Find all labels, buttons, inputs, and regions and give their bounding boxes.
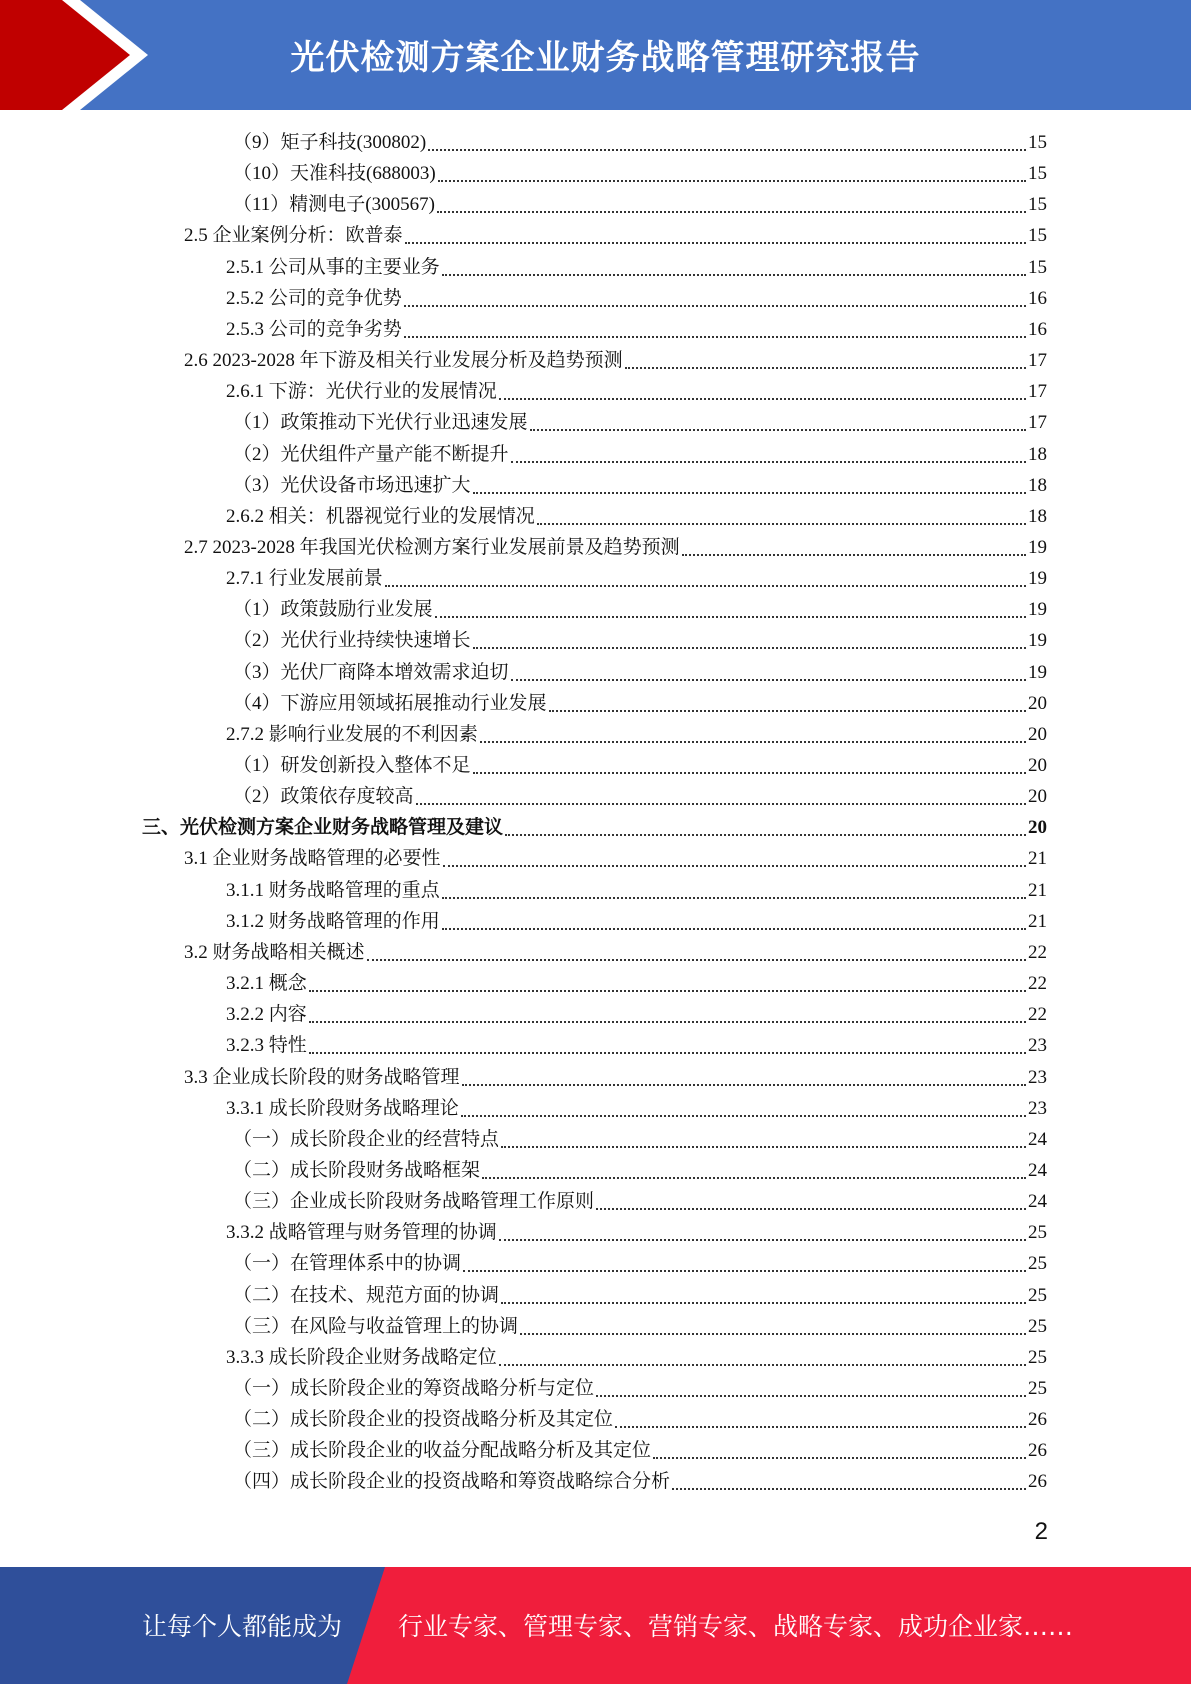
toc-dot-leader (405, 242, 1026, 244)
toc-entry[interactable] (233, 750, 1047, 781)
toc-entry-title: （四）成长阶段企业的投资战略和筹资战略综合分析 (233, 1471, 671, 1492)
toc-dot-leader (537, 523, 1026, 525)
page-number: 2 (1034, 1518, 1048, 1545)
toc-entry[interactable] (226, 1093, 1047, 1124)
toc-entry-title: （二）成长阶段企业的投资战略分析及其定位 (233, 1409, 614, 1430)
toc-entry-page: 20 (1028, 755, 1047, 776)
toc-entry-page: 25 (1028, 1378, 1047, 1399)
toc-entry-page: 23 (1028, 1035, 1047, 1056)
toc-entry-title: 3.2.2 内容 (226, 1004, 307, 1025)
toc-entry-title: （三）企业成长阶段财务战略管理工作原则 (233, 1191, 595, 1212)
toc-entry-page: 19 (1028, 599, 1047, 620)
toc-entry[interactable] (226, 719, 1047, 750)
toc-entry-page: 17 (1028, 412, 1047, 433)
page-footer (0, 1567, 1191, 1684)
toc-entry-title: （1）政策推动下光伏行业迅速发展 (233, 412, 528, 433)
toc-dot-leader (438, 180, 1026, 182)
toc-entry-page: 19 (1028, 662, 1047, 683)
toc-entry-page: 16 (1028, 288, 1047, 309)
toc-entry-title: 3.2.1 概念 (226, 973, 307, 994)
toc-dot-leader (435, 616, 1026, 618)
toc-entry[interactable] (233, 189, 1047, 220)
toc-entry[interactable] (233, 1466, 1047, 1497)
toc-entry-title: （11）精测电子(300567) (233, 194, 435, 215)
toc-dot-leader (463, 1270, 1026, 1272)
toc-entry-page: 25 (1028, 1285, 1047, 1306)
toc-entry-title: （3）光伏设备市场迅速扩大 (233, 475, 471, 496)
toc-entry-title: 2.6 2023-2028 年下游及相关行业发展分析及趋势预测 (184, 350, 623, 371)
toc-entry-page: 21 (1028, 880, 1047, 901)
toc-entry[interactable] (142, 812, 1047, 843)
toc-entry-title: （一）在管理体系中的协调 (233, 1253, 462, 1274)
toc-entry-title: 3.3.2 战略管理与财务管理的协调 (226, 1222, 497, 1243)
toc-entry[interactable] (184, 532, 1047, 563)
toc-entry[interactable] (226, 968, 1047, 999)
toc-entry-title: （10）天准科技(688003) (233, 163, 436, 184)
toc-dot-leader (615, 1426, 1026, 1428)
toc-dot-leader (473, 492, 1026, 494)
toc-entry-page: 20 (1028, 693, 1047, 714)
toc-dot-leader (511, 461, 1026, 463)
toc-entry-page: 24 (1028, 1160, 1047, 1181)
toc-dot-leader (367, 959, 1026, 961)
toc-entry-page: 25 (1028, 1347, 1047, 1368)
toc-entry[interactable] (226, 314, 1047, 345)
footer-slogan-left: 让每个人都能成为 (142, 1612, 343, 1641)
toc-entry[interactable] (233, 657, 1047, 688)
toc-entry-title: 2.6.2 相关：机器视觉行业的发展情况 (226, 506, 535, 527)
toc-entry[interactable] (233, 688, 1047, 719)
toc-entry-page: 19 (1028, 537, 1047, 558)
toc-entry-title: 3.1.2 财务战略管理的作用 (226, 911, 440, 932)
toc-entry-page: 22 (1028, 973, 1047, 994)
toc-entry-title: （2）光伏行业持续快速增长 (233, 630, 471, 651)
toc-entry[interactable] (233, 781, 1047, 812)
toc-entry-title: 2.7.2 影响行业发展的不利因素 (226, 724, 478, 745)
toc-entry-page: 26 (1028, 1471, 1047, 1492)
toc-entry-title: （9）矩子科技(300802) (233, 132, 427, 153)
toc-entry-page: 15 (1028, 194, 1047, 215)
toc-dot-leader (530, 429, 1026, 431)
toc-dot-leader (499, 1239, 1026, 1241)
toc-entry-title: 3.3 企业成长阶段的财务战略管理 (184, 1067, 460, 1088)
toc-entry-page: 21 (1028, 911, 1047, 932)
toc-entry-title: （三）在风险与收益管理上的协调 (233, 1316, 519, 1337)
toc-entry-page: 17 (1028, 381, 1047, 402)
toc-dot-leader (499, 398, 1026, 400)
toc-entry[interactable] (184, 937, 1047, 968)
toc-entry-page: 15 (1028, 257, 1047, 278)
toc-dot-leader (442, 274, 1026, 276)
toc-entry-title: （一）成长阶段企业的经营特点 (233, 1129, 500, 1150)
toc-entry[interactable] (184, 345, 1047, 376)
toc-entry[interactable] (226, 563, 1047, 594)
toc-entry[interactable] (233, 470, 1047, 501)
toc-dot-leader (653, 1457, 1026, 1459)
toc-dot-leader (309, 990, 1026, 992)
toc-dot-leader (672, 1488, 1026, 1490)
toc-entry[interactable] (233, 1280, 1047, 1311)
toc-entry[interactable] (233, 594, 1047, 625)
toc-entry-title: 3.1 企业财务战略管理的必要性 (184, 848, 441, 869)
toc-entry-title: （三）成长阶段企业的收益分配战略分析及其定位 (233, 1440, 652, 1461)
toc-entry-title: （1）研发创新投入整体不足 (233, 755, 471, 776)
toc-entry-page: 25 (1028, 1222, 1047, 1243)
toc-entry-title: 2.7 2023-2028 年我国光伏检测方案行业发展前景及趋势预测 (184, 537, 680, 558)
toc-dot-leader (549, 710, 1026, 712)
toc-entry-page: 15 (1028, 163, 1047, 184)
toc-entry-page: 19 (1028, 630, 1047, 651)
toc-entry[interactable] (233, 1186, 1047, 1217)
toc-entry-title: 三、光伏检测方案企业财务战略管理及建议 (142, 817, 504, 838)
toc-dot-leader (499, 1364, 1026, 1366)
toc-entry-page: 22 (1028, 942, 1047, 963)
toc-dot-leader (625, 367, 1026, 369)
toc-entry-title: （4）下游应用领域拓展推动行业发展 (233, 693, 547, 714)
toc-entry-title: 3.3.1 成长阶段财务战略理论 (226, 1098, 459, 1119)
toc-entry[interactable] (233, 625, 1047, 656)
toc-entry[interactable] (226, 501, 1047, 532)
toc-dot-leader (442, 897, 1026, 899)
toc-entry[interactable] (226, 283, 1047, 314)
toc-entry-title: （2）光伏组件产量产能不断提升 (233, 444, 509, 465)
toc-entry-title: 2.5.1 公司从事的主要业务 (226, 257, 440, 278)
toc-dot-leader (385, 585, 1026, 587)
toc-entry[interactable] (184, 220, 1047, 251)
toc-entry-page: 26 (1028, 1409, 1047, 1430)
toc-entry-page: 25 (1028, 1316, 1047, 1337)
page-header (0, 0, 1191, 110)
toc-dot-leader (462, 1084, 1026, 1086)
toc-entry-title: （二）在技术、规范方面的协调 (233, 1285, 500, 1306)
toc-dot-leader (404, 305, 1026, 307)
toc-entry[interactable] (233, 439, 1047, 470)
toc-entry-title: 2.5.3 公司的竞争劣势 (226, 319, 402, 340)
toc-entry-page: 16 (1028, 319, 1047, 340)
toc-entry[interactable] (226, 1342, 1047, 1373)
toc-entry[interactable] (226, 999, 1047, 1030)
toc-entry-page: 15 (1028, 225, 1047, 246)
toc-entry[interactable] (184, 1062, 1047, 1093)
toc-dot-leader (473, 647, 1026, 649)
toc-dot-leader (482, 1177, 1026, 1179)
toc-entry-title: 3.2.3 特性 (226, 1035, 307, 1056)
toc-entry[interactable] (233, 1373, 1047, 1404)
toc-entry-page: 18 (1028, 506, 1047, 527)
toc-entry-page: 18 (1028, 444, 1047, 465)
toc-entry-title: （1）政策鼓励行业发展 (233, 599, 433, 620)
toc-entry-page: 17 (1028, 350, 1047, 371)
toc-dot-leader (596, 1208, 1026, 1210)
toc-entry-title: 2.5.2 公司的竞争优势 (226, 288, 402, 309)
toc-entry-page: 25 (1028, 1253, 1047, 1274)
toc-dot-leader (443, 865, 1026, 867)
toc-entry[interactable] (233, 1248, 1047, 1279)
toc-dot-leader (404, 336, 1026, 338)
toc-dot-leader (461, 1115, 1026, 1117)
toc-entry-title: 3.2 财务战略相关概述 (184, 942, 365, 963)
toc-entry-page: 23 (1028, 1067, 1047, 1088)
toc-dot-leader (501, 1302, 1026, 1304)
toc-entry-page: 15 (1028, 132, 1047, 153)
report-title: 光伏检测方案企业财务战略管理研究报告 (290, 38, 921, 78)
toc-entry[interactable] (226, 376, 1047, 407)
toc-entry[interactable] (233, 158, 1047, 189)
toc-entry[interactable] (184, 843, 1047, 874)
toc-entry[interactable] (226, 252, 1047, 283)
toc-entry[interactable] (233, 1124, 1047, 1155)
toc-entry-title: 2.6.1 下游：光伏行业的发展情况 (226, 381, 497, 402)
toc-dot-leader (501, 1146, 1026, 1148)
toc-dot-leader (416, 803, 1026, 805)
toc-entry[interactable] (233, 1311, 1047, 1342)
toc-entry-page: 26 (1028, 1440, 1047, 1461)
toc-entry-title: （3）光伏厂商降本增效需求迫切 (233, 662, 509, 683)
toc-entry-page: 23 (1028, 1098, 1047, 1119)
toc-dot-leader (505, 834, 1026, 836)
toc-entry-page: 19 (1028, 568, 1047, 589)
toc-entry[interactable] (226, 906, 1047, 937)
toc-entry-page: 21 (1028, 848, 1047, 869)
toc-dot-leader (428, 149, 1026, 151)
footer-slogan-right: 行业专家、管理专家、营销专家、战略专家、成功企业家…… (398, 1612, 1074, 1641)
toc-entry-page: 24 (1028, 1191, 1047, 1212)
toc-entry-title: 3.1.1 财务战略管理的重点 (226, 880, 440, 901)
toc-entry[interactable] (233, 407, 1047, 438)
toc-entry[interactable] (226, 1217, 1047, 1248)
toc-entry[interactable] (233, 1435, 1047, 1466)
toc-dot-leader (309, 1021, 1026, 1023)
toc-entry[interactable] (226, 875, 1047, 906)
toc-entry-title: 3.3.3 成长阶段企业财务战略定位 (226, 1347, 497, 1368)
toc-entry[interactable] (233, 1155, 1047, 1186)
toc-entry-title: （2）政策依存度较高 (233, 786, 414, 807)
toc-dot-leader (596, 1395, 1026, 1397)
toc-dot-leader (480, 741, 1026, 743)
toc-entry-page: 22 (1028, 1004, 1047, 1025)
toc-dot-leader (520, 1333, 1026, 1335)
toc-entry-title: （一）成长阶段企业的筹资战略分析与定位 (233, 1378, 595, 1399)
toc-entry[interactable] (233, 127, 1047, 158)
toc-entry-title: 2.7.1 行业发展前景 (226, 568, 383, 589)
toc-dot-leader (309, 1052, 1026, 1054)
toc-entry-page: 20 (1028, 786, 1047, 807)
toc-dot-leader (473, 772, 1026, 774)
toc-entry-page: 20 (1028, 817, 1047, 838)
toc-entry-page: 18 (1028, 475, 1047, 496)
toc-entry[interactable] (233, 1404, 1047, 1435)
toc-dot-leader (511, 679, 1026, 681)
toc-entry-title: （二）成长阶段财务战略框架 (233, 1160, 481, 1181)
toc-dot-leader (442, 928, 1026, 930)
toc-entry-page: 20 (1028, 724, 1047, 745)
toc-entry-page: 24 (1028, 1129, 1047, 1150)
toc-dot-leader (437, 211, 1026, 213)
toc-dot-leader (682, 554, 1026, 556)
toc-entry-title: 2.5 企业案例分析：欧普泰 (184, 225, 403, 246)
toc-entry[interactable] (226, 1030, 1047, 1061)
